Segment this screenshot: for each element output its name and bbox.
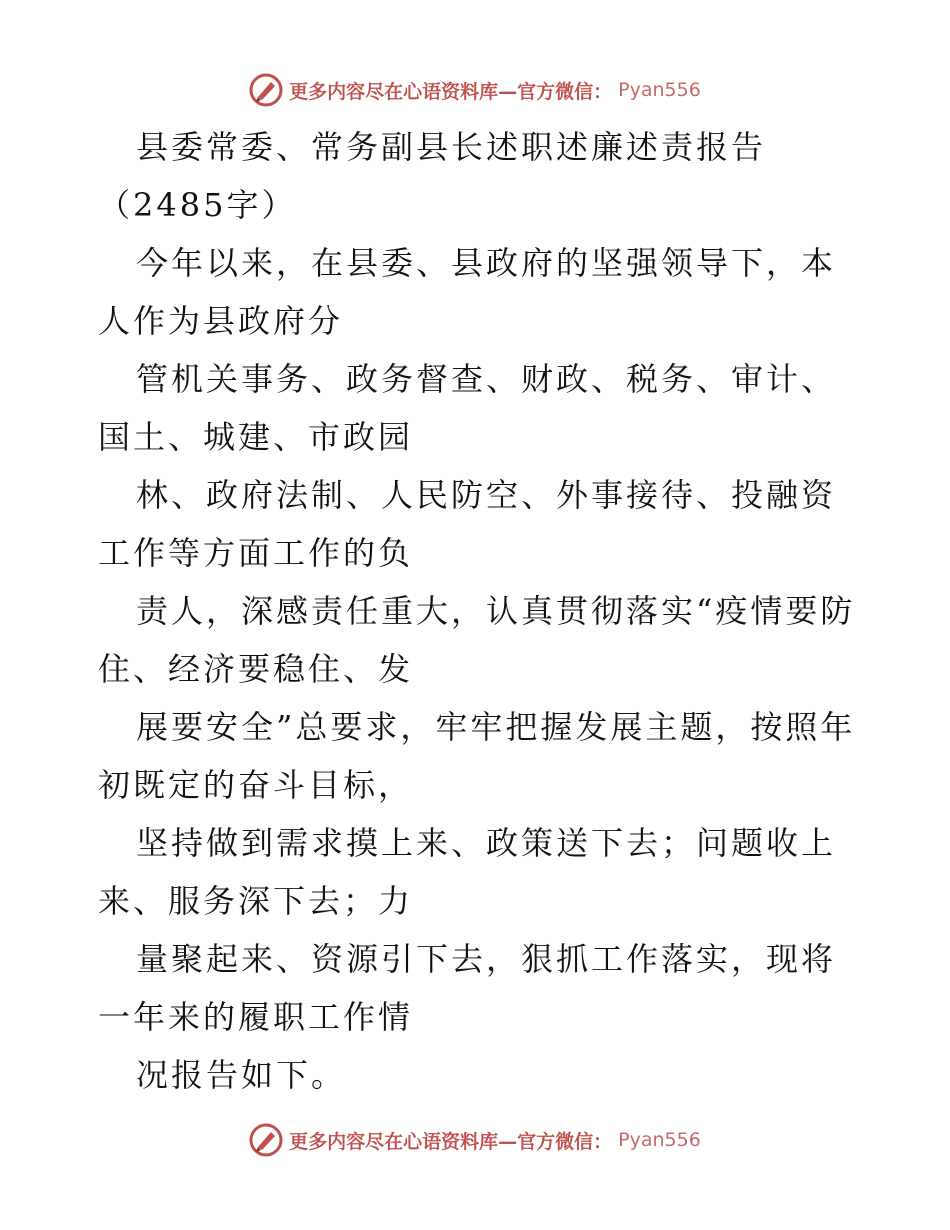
watermark-text: 更多内容尽在心语资料库—官方微信： [289,80,613,103]
pen-logo-icon [249,73,283,107]
watermark-text: 更多内容尽在心语资料库—官方微信： [289,1130,613,1153]
paragraph: 展要安全”总要求，牢牢把握发展主题，按照年初既定的奋斗目标， [98,708,856,804]
document-title: 县委常委、常务副县长述职述廉述责报告（2485字） [98,128,767,224]
paragraph: 责人，深感责任重大，认真贯彻落实“疫情要防住、经济要稳住、发 [98,592,856,688]
paragraph: 管机关事务、政务督查、财政、税务、审计、国土、城建、市政园 [98,360,837,456]
paragraph: 况报告如下。 [136,1056,347,1094]
paragraph: 坚持做到需求摸上来、政策送下去；问题收上来、服务深下去；力 [98,824,837,920]
header-watermark [0,70,950,110]
paragraph: 量聚起来、资源引下去，狠抓工作落实，现将一年来的履职工作情 [98,940,837,1036]
paragraph: 今年以来，在县委、县政府的坚强领导下，本人作为县政府分 [98,244,837,340]
watermark-handle: Pyan556 [618,1129,701,1151]
footer-watermark [0,1120,950,1160]
paragraph: 林、政府法制、人民防空、外事接待、投融资工作等方面工作的负 [98,476,837,572]
pen-logo-icon [249,1123,283,1157]
watermark-handle: Pyan556 [618,79,701,101]
document-body [98,118,858,1104]
